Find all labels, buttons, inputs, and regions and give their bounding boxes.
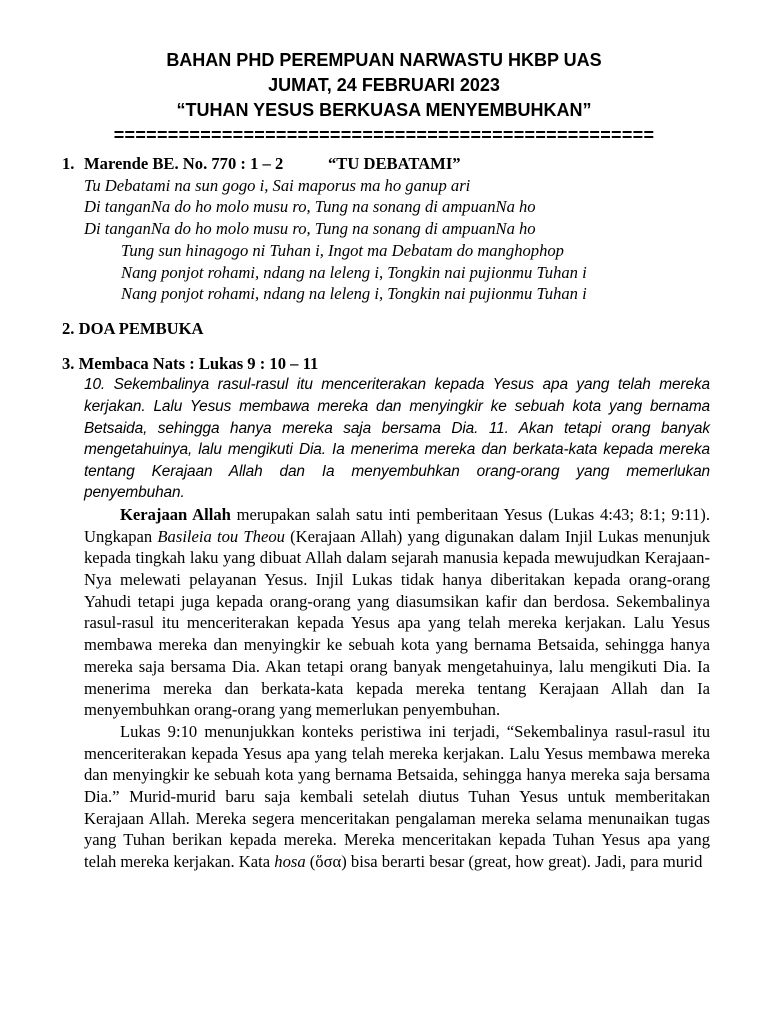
header-theme: “TUHAN YESUS BERKUASA MENYEMBUHKAN” (176, 100, 592, 120)
paragraph-1-italic: Basileia tou Theou (157, 526, 285, 546)
paragraph-1-bold: Kerajaan Allah (120, 504, 231, 524)
paragraph-2-text-b: (ὅσα) bisa berarti besar (great, how great). Jadi, para murid (305, 852, 703, 872)
header-date: JUMAT, 24 FEBRUARI 2023 (268, 75, 500, 95)
paragraph-2-text-a: Lukas 9:10 menunjukkan konteks peristiwa ini terjadi, “Sekembalinya rasul-rasul itu menceriterakan kepada Yesus apa yang telah mereka kerjakan. Lalu Yesus membawa mereka dan menyingkir ke sebuah kota yang bernama Betsaida, sehingga hanya mereka saja bersama Dia.” Murid-murid baru saja kembali setelah diutus Tuhan Yesus untuk memberitakan Kerajaan Allah. Mereka segera menceritakan pengalaman mereka selama menunaikan tugas yang Tuhan berikan kepada mereka. Mereka menceritakan kepada Tuhan Yesus apa yang telah mereka kerjakan. Kata (84, 721, 710, 872)
paragraph-2-italic: hosa (274, 852, 306, 872)
lyric-line: Nang ponjot rohami, ndang na leleng i, Tongkin nai pujionmu Tuhan i (121, 284, 587, 304)
document-body (62, 153, 710, 873)
header-separator: ================================================== (113, 125, 655, 145)
section-3-heading: 3. Membaca Nats : Lukas 9 : 10 – 11 (62, 353, 319, 373)
lyric-line: Di tanganNa do ho molo musu ro, Tung na sonang di ampuanNa ho (84, 219, 536, 239)
section-1-title: Marende BE. No. 770 : 1 – 2 (84, 154, 284, 173)
section-1-number: 1. (62, 154, 75, 173)
lyric-line: Di tanganNa do ho molo musu ro, Tung na sonang di ampuanNa ho (84, 197, 536, 217)
lyric-line: Tung sun hinagogo ni Tuhan i, Ingot ma Debatam do manghophop (121, 240, 564, 260)
scripture-verse: 10. Sekembalinya rasul-rasul itu menceriterakan kepada Yesus apa yang telah mereka kerjakan. Lalu Yesus membawa mereka dan menyingkir ke sebuah kota yang bernama Betsaida, sehingga hanya mereka saja bersama Dia. 11. Akan tetapi orang banyak mengetahuinya, lalu mengikuti Dia. Ia menerima mereka dan berkata-kata kepada mereka tentang Kerajaan Allah dan Ia menyembuhkan orang-orang yang memerlukan penyembuhan. (84, 376, 710, 502)
section-1-heading (62, 153, 710, 175)
section-2-heading: 2. DOA PEMBUKA (62, 318, 204, 338)
lyric-line: Tu Debatami na sun gogo i, Sai maporus ma ho ganup ari (84, 175, 471, 195)
paragraph-2 (62, 721, 710, 873)
paragraph-1-text-a: merupakan salah satu inti pemberitaan Yesus (Lukas 4:43; 8:1; 9:11). Ungkapan (84, 504, 710, 546)
lyric-line: Nang ponjot rohami, ndang na leleng i, Tongkin nai pujionmu Tuhan i (121, 262, 587, 282)
paragraph-1-text-b: (Kerajaan Allah) yang digunakan dalam Injil Lukas menunjuk kepada tingkah laku yang dibuat Allah dalam sejarah manusia kepada mewujudkan Kerajaan-Nya melewati pelayanan Yesus. Injil Lukas tidak hanya diberitakan kepada orang-orang Yahudi tetapi juga kepada orang-orang yang diasumsikan kafir dan berdosa. Sekembalinya rasul-rasul itu menceriterakan kepada Yesus apa yang telah mereka kerjakan. Lalu Yesus membawa mereka dan menyingkir ke sebuah kota yang bernama Betsaida, sehingga hanya mereka saja bersama Dia. Akan tetapi orang banyak mengetahuinya, lalu mengikuti Dia. Ia menerima mereka dan berkata-kata kepada mereka tentang Kerajaan Allah dan Ia menyembuhkan orang-orang yang memerlukan penyembuhan. (84, 526, 710, 720)
paragraph-1 (62, 504, 710, 721)
document-header (0, 48, 768, 148)
header-title: BAHAN PHD PEREMPUAN NARWASTU HKBP UAS (166, 50, 602, 70)
section-1-song: “TU DEBATAMI” (328, 154, 461, 173)
